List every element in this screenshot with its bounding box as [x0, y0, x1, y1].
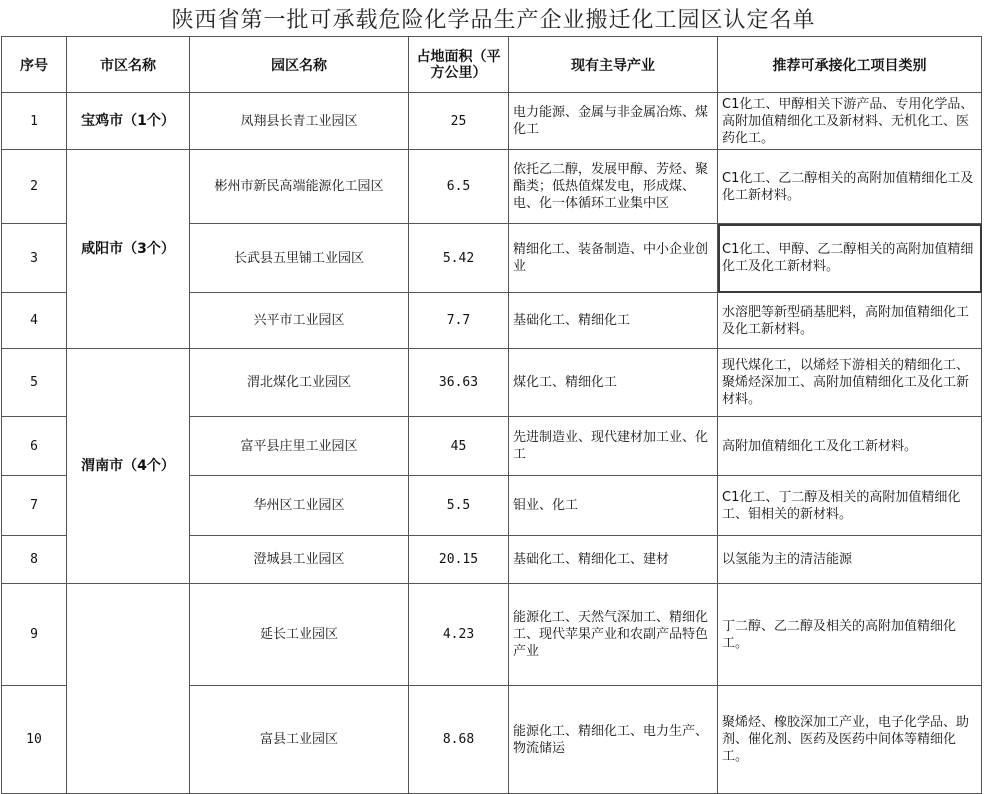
cell-recommend: 水溶肥等新型硝基肥料，高附加值精细化工及化工新材料。 — [718, 293, 982, 349]
cell-park: 长武县五里铺工业园区 — [190, 224, 409, 293]
cell-area: 25 — [409, 93, 509, 150]
header-recommend: 推荐可承接化工项目类别 — [718, 37, 982, 93]
cell-industry: 基础化工、精细化工 — [509, 293, 718, 349]
cell-seq: 3 — [2, 224, 67, 293]
cell-park: 澄城县工业园区 — [190, 536, 409, 584]
cell-seq: 5 — [2, 349, 67, 417]
page-title: 陕西省第一批可承载危险化学品生产企业搬迁化工园区认定名单 — [171, 8, 816, 33]
cell-park: 渭北煤化工业园区 — [190, 349, 409, 417]
cell-seq: 4 — [2, 293, 67, 349]
cell-industry: 先进制造业、现代建材加工业、化工 — [509, 417, 718, 476]
header-seq: 序号 — [2, 37, 67, 93]
cell-area: 7.7 — [409, 293, 509, 349]
cell-park: 富平县庄里工业园区 — [190, 417, 409, 476]
cell-recommend: 丁二醇、乙二醇及相关的高附加值精细化工。 — [718, 584, 982, 686]
cell-city-weinan: 渭南市（4个） — [67, 349, 190, 584]
cell-seq: 7 — [2, 476, 67, 536]
cell-recommend: 现代煤化工，以烯烃下游相关的精细化工、聚烯烃深加工、高附加值精细化工及化工新材料。 — [718, 349, 982, 417]
cell-area: 5.5 — [409, 476, 509, 536]
cell-area: 20.15 — [409, 536, 509, 584]
cell-park: 兴平市工业园区 — [190, 293, 409, 349]
cell-park: 彬州市新民高端能源化工园区 — [190, 150, 409, 224]
cell-industry: 能源化工、天然气深加工、精细化工、现代苹果产业和农副产品特色产业 — [509, 584, 718, 686]
cell-seq: 8 — [2, 536, 67, 584]
cell-recommend: C1化工、丁二醇及相关的高附加值精细化工、钼相关的新材料。 — [718, 476, 982, 536]
header-row — [2, 37, 982, 93]
cell-city-baoji: 宝鸡市（1个） — [67, 93, 190, 150]
cell-recommend: C1化工、甲醇相关下游产品、专用化学品、高附加值精细化工及新材料、无机化工、医药化工。 — [718, 93, 982, 150]
cell-seq: 6 — [2, 417, 67, 476]
cell-industry: 钼业、化工 — [509, 476, 718, 536]
cell-area: 8.68 — [409, 686, 509, 794]
cell-seq: 1 — [2, 93, 67, 150]
table-row — [2, 349, 982, 417]
cell-industry: 依托乙二醇，发展甲醇、芳烃、聚酯类；低热值煤发电，形成煤、电、化一体循环工业集中区 — [509, 150, 718, 224]
table-row — [2, 150, 982, 224]
cell-industry: 能源化工、精细化工、电力生产、物流储运 — [509, 686, 718, 794]
cell-recommend: 聚烯烃、橡胶深加工产业，电子化学品、助剂、催化剂、医药及医药中间体等精细化工。 — [718, 686, 982, 794]
cell-area: 5.42 — [409, 224, 509, 293]
cell-park: 富县工业园区 — [190, 686, 409, 794]
header-industry: 现有主导产业 — [509, 37, 718, 93]
cell-recommend: C1化工、乙二醇相关的高附加值精细化工及化工新材料。 — [718, 150, 982, 224]
table-row — [2, 93, 982, 150]
header-city: 市区名称 — [67, 37, 190, 93]
cell-park: 凤翔县长青工业园区 — [190, 93, 409, 150]
table-row — [2, 584, 982, 686]
cell-industry: 煤化工、精细化工 — [509, 349, 718, 417]
cell-recommend: 以氢能为主的清洁能源 — [718, 536, 982, 584]
cell-area: 45 — [409, 417, 509, 476]
cell-park: 延长工业园区 — [190, 584, 409, 686]
park-table — [1, 36, 982, 794]
cell-city-empty — [67, 584, 190, 794]
cell-recommend-selected[interactable]: C1化工、甲醇、乙二醇相关的高附加值精细化工及化工新材料。 — [718, 224, 982, 293]
cell-recommend: 高附加值精细化工及化工新材料。 — [718, 417, 982, 476]
cell-seq: 9 — [2, 584, 67, 686]
cell-area: 36.63 — [409, 349, 509, 417]
cell-area: 4.23 — [409, 584, 509, 686]
cell-city-xianyang: 咸阳市（3个） — [67, 150, 190, 349]
cell-area: 6.5 — [409, 150, 509, 224]
cell-seq: 2 — [2, 150, 67, 224]
cell-park: 华州区工业园区 — [190, 476, 409, 536]
cell-industry: 电力能源、金属与非金属冶炼、煤化工 — [509, 93, 718, 150]
cell-seq: 10 — [2, 686, 67, 794]
cell-industry: 精细化工、装备制造、中小企业创业 — [509, 224, 718, 293]
header-area: 占地面积（平方公里） — [409, 37, 509, 93]
header-park: 园区名称 — [190, 37, 409, 93]
cell-industry: 基础化工、精细化工、建材 — [509, 536, 718, 584]
